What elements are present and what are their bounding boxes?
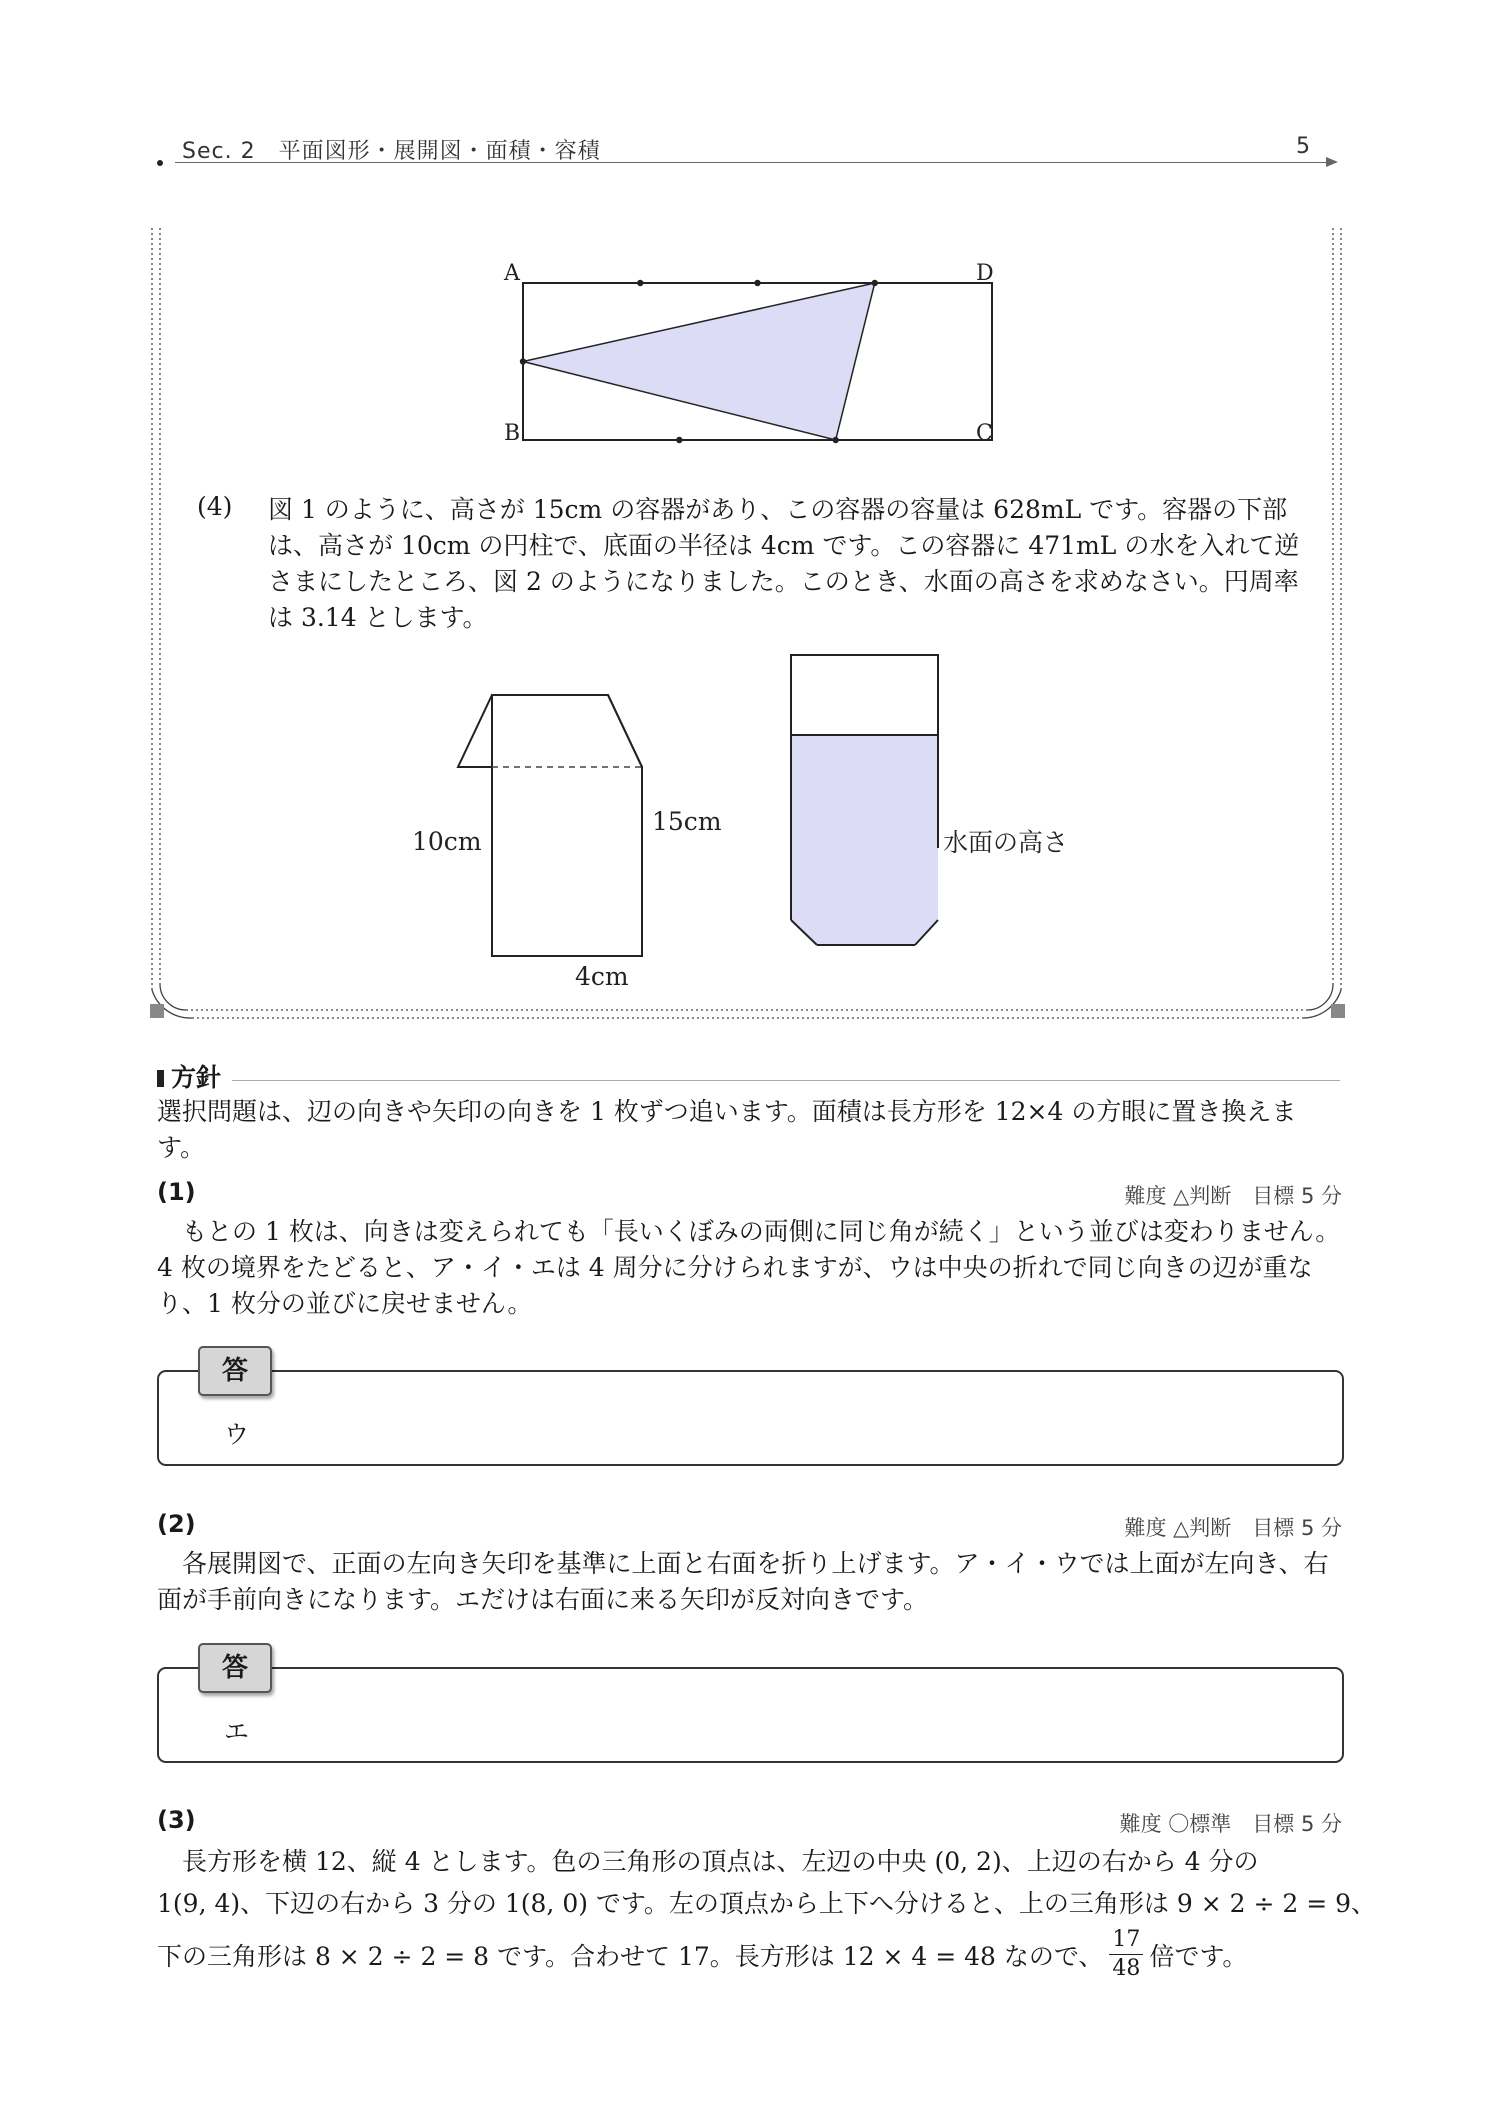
- answer-number-1: (1): [157, 1178, 196, 1206]
- policy-rule: [232, 1080, 1340, 1081]
- vertex-label-b: B: [504, 421, 521, 446]
- answer-badge-1: 答: [198, 1346, 272, 1396]
- explanation-3-line-2: 1(9, 4)、下辺の右から 3 分の 1(8, 0) です。左の頂点から上下へ分けると、上の三角形は 9 × 2 ÷ 2 = 9、: [157, 1889, 1377, 1918]
- answer-box-2: [157, 1667, 1344, 1763]
- label-15cm: 15cm: [652, 807, 722, 836]
- answer-number-3: (3): [157, 1806, 196, 1834]
- answer-box-1: [157, 1370, 1344, 1466]
- explanation-3-text: 下の三角形は 8 × 2 ÷ 2 = 8 です。合わせて 17。長方形は 12 × 4 = 48 なので、: [157, 1942, 1104, 1971]
- label-water-height: 水面の高さ: [943, 828, 1069, 857]
- tick-point: [520, 358, 526, 364]
- answer-1: ウ: [224, 1420, 250, 1449]
- difficulty-1: 難度 △判断 目標 5 分: [1124, 1184, 1342, 1208]
- water-region: [791, 735, 938, 945]
- tick-point: [676, 437, 682, 443]
- policy-text: 選択問題は、辺の向きや矢印の向きを 1 枚ずつ追います。面積は長方形を 12×4 の方眼に置き換えます。: [157, 1097, 1297, 1162]
- tick-point: [872, 280, 878, 286]
- explanation-3-line-3: [157, 1927, 1357, 1987]
- answer-badge-2: 答: [198, 1643, 272, 1693]
- fraction-17-48: [1109, 1926, 1143, 1983]
- fraction-numerator: 17: [1109, 1926, 1143, 1955]
- tick-point: [754, 280, 760, 286]
- vertex-label-c: C: [976, 421, 993, 446]
- container-figure-2: [780, 648, 1110, 968]
- label-10cm: 10cm: [412, 827, 482, 856]
- tick-point: [637, 280, 643, 286]
- shaded-triangle: [523, 283, 875, 440]
- header-arrow-icon: [1326, 157, 1338, 167]
- vertex-label-a: A: [504, 261, 520, 286]
- policy-heading: 方針: [157, 1058, 221, 1094]
- answer-number-2: (2): [157, 1510, 196, 1538]
- header-bullet: [157, 160, 163, 166]
- section-title: Sec. 2 平面図形・展開図・面積・容積: [182, 139, 601, 164]
- rectangle-triangle-figure: [500, 258, 1020, 458]
- header-rule: [175, 162, 1330, 163]
- difficulty-3: 難度 〇標準 目標 5 分: [1119, 1812, 1342, 1836]
- container-figure-1: [400, 680, 740, 1000]
- answer-2: エ: [224, 1717, 250, 1746]
- question-number: (4): [197, 492, 233, 521]
- explanation-3-tail: 倍です。: [1149, 1942, 1248, 1971]
- explanation-2: 各展開図で、正面の左向き矢印を基準に上面と右面を折り上げます。ア・イ・ウでは上面が左向き、右面が手前向きになります。エだけは右面に来る矢印が反対向きです。: [157, 1549, 1329, 1614]
- explanation-1: もとの 1 枚は、向きは変えられても「長いくぼみの両側に同じ角が続く」という並びは変わりません。4 枚の境界をたどると、ア・イ・エは 4 周分に分けられますが、ウは中央の折れで同じ向きの辺が重なり、1 枚分の並びに戻せません。: [157, 1217, 1341, 1318]
- label-4cm: 4cm: [575, 962, 629, 991]
- difficulty-2: 難度 △判断 目標 5 分: [1124, 1516, 1342, 1540]
- page-number: 5: [1296, 134, 1310, 159]
- fraction-denominator: 48: [1112, 1956, 1141, 1981]
- question-text: 図 1 のように、高さが 15cm の容器があり、この容器の容量は 628mL です。容器の下部は、高さが 10cm の円柱で、底面の半径は 4cm です。この容器に 471mL の水を入れて逆さまにしたところ、図 2 のようになりました。このとき、水面の高さを求めなさい。円周率は 3.14 とします。: [268, 495, 1300, 632]
- tick-point: [832, 437, 838, 443]
- explanation-3-line-1: 長方形を横 12、縦 4 とします。色の三角形の頂点は、左辺の中央 (0, 2)、上辺の右から 4 分の: [157, 1847, 1259, 1876]
- vertex-label-d: D: [976, 261, 994, 286]
